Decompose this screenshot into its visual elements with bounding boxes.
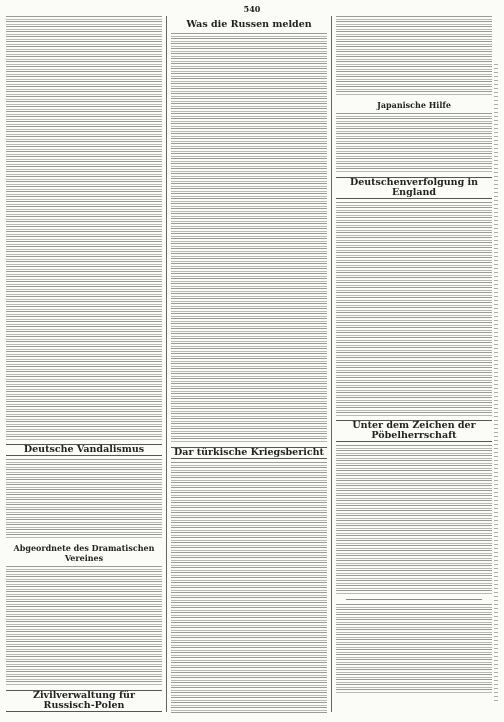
article-heading: Deutschenverfolgung in England: [336, 177, 492, 199]
text-block: [336, 445, 492, 595]
article-heading: Abgeordnete des Dramatischen Vereines: [13, 543, 155, 563]
column-left: [6, 16, 162, 714]
article-heading: Was die Russen melden: [186, 19, 312, 30]
text-block: [6, 566, 162, 686]
column-middle: [171, 16, 327, 714]
page-number: 540: [243, 4, 261, 14]
text-block: [336, 113, 492, 173]
text-block: [336, 202, 492, 416]
column-rule: [166, 16, 167, 712]
text-block: [336, 604, 492, 694]
text-block: [171, 33, 327, 443]
article-heading: Zivilverwaltung für Russisch-Polen: [6, 690, 162, 712]
newspaper-page: [6, 4, 498, 716]
scan-edge: [494, 64, 498, 704]
text-block: [6, 459, 162, 539]
article-heading: Unter dem Zeichen der Pöbelherrschaft: [336, 420, 492, 442]
column-rule: [331, 16, 332, 712]
article-heading: Dar türkische Kriegsbericht: [171, 447, 327, 459]
divider: [346, 599, 482, 600]
column-right: [336, 16, 492, 714]
article-heading: Japanische Hilfe: [377, 100, 451, 110]
text-block: [336, 16, 492, 96]
text-block: [171, 462, 327, 714]
text-block: [6, 16, 162, 440]
article-heading: Deutsche Vandalismus: [6, 444, 162, 456]
